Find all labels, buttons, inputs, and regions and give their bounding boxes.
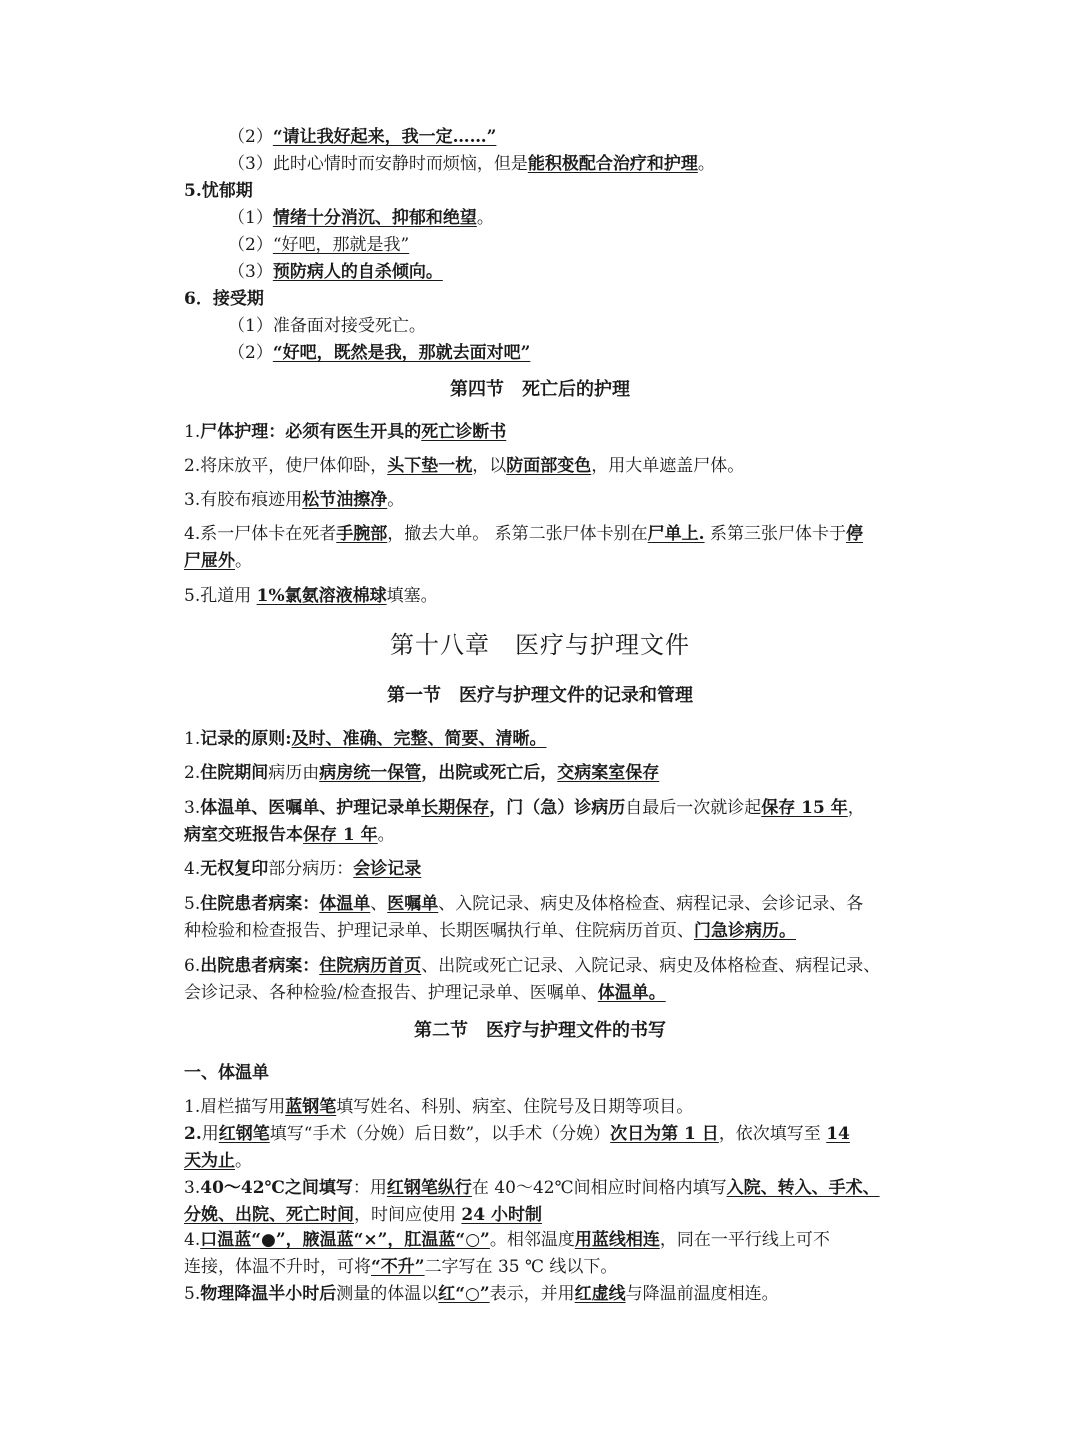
ch18-s1-para-6-line1 <box>184 954 880 978</box>
text-run: ：用 <box>352 1178 387 1198</box>
stage5-item-2 <box>228 233 409 257</box>
text-run: 4.系一尸体卡在死者 <box>184 524 337 544</box>
text-run: 蓝钢笔 <box>285 1097 337 1117</box>
text-run: 医嘱单 <box>387 894 439 914</box>
text-run: 4. <box>184 1230 201 1250</box>
text-run: 自最后一次就诊起 <box>625 798 762 818</box>
item-text: 。 <box>476 208 494 228</box>
text-run: 1. <box>184 729 201 749</box>
text-run: 表示，并用 <box>489 1284 575 1304</box>
text-run: “不升” <box>371 1257 425 1277</box>
text-run: 门急诊病历。 <box>694 921 796 941</box>
section4-para-2 <box>184 454 744 478</box>
stage6-item-1: （1）准备面对接受死亡。 <box>228 316 426 336</box>
text-run: 1.眉栏描写用 <box>184 1097 286 1117</box>
text-run: 。 <box>235 551 252 571</box>
text-run: 3. <box>184 1178 201 1198</box>
text-run: 入院、转入、手术、 <box>726 1178 880 1198</box>
text-run: 出院患者病案： <box>200 956 320 976</box>
text-run: 、入院记录、病史及体格检查、病程记录、会诊记录、各 <box>438 894 864 914</box>
text-run: 2.将床放平，使尸体仰卧， <box>184 456 388 476</box>
text-run: 住院期间 <box>200 763 269 783</box>
text-run: 防面部变色 <box>506 456 592 476</box>
text-run: 病房统一保管 <box>319 763 422 783</box>
text-run: ，用大单遮盖尸体。 <box>591 456 745 476</box>
stage6-title: 6．接受期 <box>184 289 264 309</box>
section-title: 第四节 死亡后的护理 <box>450 379 630 400</box>
text-run: 填写姓名、科别、病室、住院号及日期等项目。 <box>336 1097 694 1117</box>
section4-para-4-line2 <box>184 549 252 573</box>
text-run: 无权复印 <box>200 859 269 879</box>
text-run: 填写“手术（分娩）后日数”，以手术（分娩） <box>269 1124 611 1144</box>
item-number: （3） <box>228 262 273 282</box>
ch18-s2-para-3-line1 <box>184 1176 880 1200</box>
text-run: 及时、准确、完整、简要、清晰。 <box>291 729 547 749</box>
key-phrase: 预防病人的自杀倾向。 <box>272 262 443 282</box>
stage4-item-3 <box>228 152 715 176</box>
key-phrase: 情绪十分消沉、抑郁和绝望 <box>272 208 477 228</box>
item-number: （2） <box>228 235 273 255</box>
text-run: 尸单上. <box>647 524 705 544</box>
text-run: 1. <box>184 422 201 442</box>
text-run: 红虚线 <box>574 1284 626 1304</box>
text-run: ，时间应使用 <box>354 1205 462 1225</box>
text-run: ，门（急）诊病历 <box>489 798 626 818</box>
text-run: 24 小时制 <box>461 1205 542 1225</box>
text-run: 手腕部 <box>336 524 388 544</box>
text-run: 部分病历： <box>268 859 354 879</box>
text-run: 、 <box>370 894 388 914</box>
text-run: 种检验和检查报告、护理记录单、长期医嘱执行单、住院病历首页、 <box>184 921 694 941</box>
text-run: 会诊记录 <box>353 859 422 879</box>
ch18-s2-para-2-line2 <box>184 1149 252 1173</box>
text-run: 用蓝线相连 <box>574 1230 660 1250</box>
stage6-item-2 <box>228 341 530 365</box>
text-run: 口温蓝“●”，腋温蓝“×”，肛温蓝“○” <box>200 1230 490 1250</box>
text-run: 3.有胶布痕迹用 <box>184 490 303 510</box>
text-run: 5. <box>184 894 201 914</box>
text-run: 死亡诊断书 <box>421 422 507 442</box>
text-run: 系第三张尸体卡于 <box>704 524 846 544</box>
text-run: 住院患者病案： <box>200 894 320 914</box>
text-run: 头下垫一枕 <box>387 456 473 476</box>
chapter-title: 第十八章 医疗与护理文件 <box>390 631 690 659</box>
item-text: 。 <box>697 154 715 174</box>
stage5-item-3 <box>228 260 443 284</box>
ch18-s2-para-2-line1 <box>184 1122 850 1146</box>
section-title: 第一节 医疗与护理文件的记录和管理 <box>387 685 693 706</box>
text-run: 体温单。 <box>597 983 666 1003</box>
ch18-s1-para-1 <box>184 727 547 751</box>
text-run: ，撤去大单。 系第二张尸体卡别在 <box>387 524 648 544</box>
item-number: （2） <box>228 127 273 147</box>
ch18-s1-para-2 <box>184 761 659 785</box>
text-run: 用 <box>201 1124 219 1144</box>
text-run: 5.孔道用 <box>184 586 257 606</box>
text-run: 病历由 <box>268 763 320 783</box>
ch18-s2-para-1 <box>184 1095 693 1119</box>
text-run: 1%氯氨溶液棉球 <box>256 586 387 606</box>
ch18-s1-para-4 <box>184 857 421 881</box>
text-run: 在 40～42℃间相应时间格内填写 <box>471 1178 727 1198</box>
text-run: 40～42℃之间填写 <box>200 1178 353 1198</box>
text-run: 与降温前温度相连。 <box>625 1284 779 1304</box>
text-run: 填塞。 <box>386 586 438 606</box>
ch18-s1-para-5-line2 <box>184 919 796 943</box>
text-run: 4. <box>184 859 201 879</box>
text-run: 物理降温半小时后 <box>200 1284 337 1304</box>
text-run: 松节油擦净 <box>302 490 388 510</box>
ch18-s1-para-6-line2 <box>184 981 666 1005</box>
text-run: ， <box>847 798 865 818</box>
text-run: 14 <box>826 1124 850 1144</box>
key-phrase: 能积极配合治疗和护理 <box>527 154 698 174</box>
text-run: 连接，体温不升时，可将 <box>184 1257 371 1277</box>
text-run: 5. <box>184 1284 201 1304</box>
section4-para-4-line1 <box>184 522 863 546</box>
ch18-s2-para-5 <box>184 1282 779 1306</box>
text-run: 。 <box>235 1151 252 1171</box>
text-run: 分娩、出院、死亡时间 <box>184 1205 354 1225</box>
ch18-s1-para-3-line2 <box>184 823 395 847</box>
text-run: 测量的体温以 <box>336 1284 439 1304</box>
key-phrase: “好吧，既然是我，那就去面对吧” <box>272 343 531 363</box>
text-run: 住院病历首页 <box>319 956 422 976</box>
text-run: 尸体护理：必须有医生开具的 <box>200 422 422 442</box>
text-run: ，以 <box>472 456 507 476</box>
item-number: （2） <box>228 343 273 363</box>
text-run: 尸屉外 <box>184 551 235 571</box>
text-run: 2. <box>184 763 201 783</box>
ch18-s2-para-4-line2 <box>184 1255 617 1279</box>
text-run: 保存 15 年 <box>761 798 848 818</box>
text-run: 天为止 <box>184 1151 235 1171</box>
text-run: 红“○” <box>438 1284 490 1304</box>
stage5-title: 5.忧郁期 <box>184 181 253 201</box>
text-run: 病室交班报告本 <box>184 825 303 845</box>
text-run: ，依次填写至 <box>718 1124 827 1144</box>
text-run: 6. <box>184 956 201 976</box>
stage5-item-1 <box>228 206 494 230</box>
text-run: 记录的原则: <box>200 729 292 749</box>
text-run: 体温单 <box>319 894 371 914</box>
section-title: 第二节 医疗与护理文件的书写 <box>414 1020 666 1041</box>
stage4-item-2 <box>228 125 496 149</box>
text-run: 停 <box>845 524 863 544</box>
text-run: 、出院或死亡记录、入院记录、病史及体格检查、病程记录、 <box>421 956 881 976</box>
ch18-s2-para-4-line1 <box>184 1228 830 1252</box>
ch18-s1-para-5-line1 <box>184 892 863 916</box>
text-run: 2. <box>184 1124 202 1144</box>
text-run: ，出院或死亡后， <box>421 763 558 783</box>
text-run: 。相邻温度 <box>489 1230 575 1250</box>
text-run: 会诊记录、各种检验/检查报告、护理记录单、医嘱单、 <box>184 983 598 1003</box>
text-run: 交病案室保存 <box>557 763 660 783</box>
text-run: 。 <box>387 490 405 510</box>
text-run: 红钢笔 <box>218 1124 270 1144</box>
text-run: 次日为第 1 日 <box>610 1124 719 1144</box>
section4-para-5 <box>184 584 438 608</box>
ch18-s1-para-3-line1 <box>184 796 865 820</box>
item-text: （3）此时心情时而安静时而烦恼，但是 <box>228 154 528 174</box>
key-phrase: “请让我好起来，我一定……” <box>272 127 497 147</box>
text-run: 保存 1 年 <box>303 825 378 845</box>
text-run: 3. <box>184 798 201 818</box>
item-number: （1） <box>228 208 273 228</box>
subsection-title: 一、体温单 <box>184 1063 269 1083</box>
ch18-s2-para-3-line2 <box>184 1203 542 1227</box>
text-run: 。 <box>377 825 395 845</box>
text-run: 红钢笔纵行 <box>386 1178 472 1198</box>
text-run: ，同在一平行线上可不 <box>659 1230 830 1250</box>
section4-para-3 <box>184 488 404 512</box>
section4-para-1 <box>184 420 506 444</box>
key-phrase: “好吧，那就是我” <box>272 235 410 255</box>
text-run: 长期保存 <box>421 798 490 818</box>
text-run: 体温单、医嘱单、护理记录单 <box>200 798 422 818</box>
text-run: 二字写在 35 ℃ 线以下。 <box>424 1257 618 1277</box>
